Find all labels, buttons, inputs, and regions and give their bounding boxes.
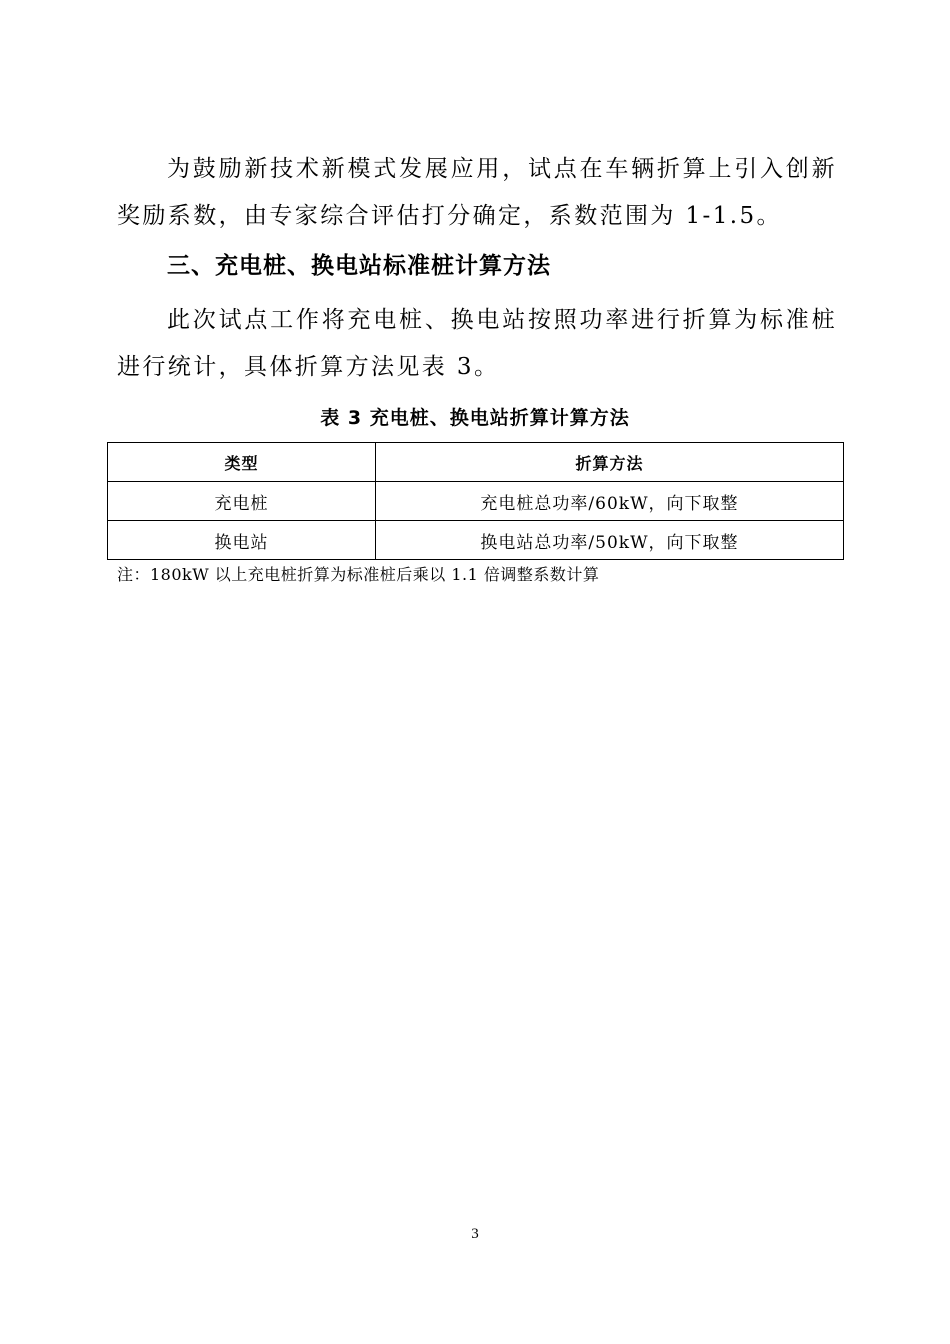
table-header-row — [108, 443, 844, 482]
header-method: 折算方法 — [376, 443, 844, 482]
cell-method: 换电站总功率/50kW，向下取整 — [376, 521, 844, 560]
paragraph-conversion-intro: 此次试点工作将充电桩、换电站按照功率进行折算为标准桩进行统计，具体折算方法见表 3。 — [117, 307, 837, 380]
cell-type: 充电桩 — [108, 482, 376, 521]
header-type: 类型 — [108, 443, 376, 482]
table-note: 注：180kW 以上充电桩折算为标准桩后乘以 1.1 倍调整系数计算 — [117, 565, 600, 584]
table-row — [108, 482, 844, 521]
table-row — [108, 521, 844, 560]
conversion-table — [107, 442, 844, 560]
page-number: 3 — [471, 1226, 479, 1242]
paragraph-innovation-coefficient: 为鼓励新技术新模式发展应用，试点在车辆折算上引入创新奖励系数，由专家综合评估打分确定，系数范围为 1-1.5。 — [117, 156, 837, 229]
cell-method: 充电桩总功率/60kW，向下取整 — [376, 482, 844, 521]
section-heading: 三、充电桩、换电站标准桩计算方法 — [167, 253, 551, 279]
table-caption: 表 3 充电桩、换电站折算计算方法 — [320, 407, 630, 429]
cell-type: 换电站 — [108, 521, 376, 560]
